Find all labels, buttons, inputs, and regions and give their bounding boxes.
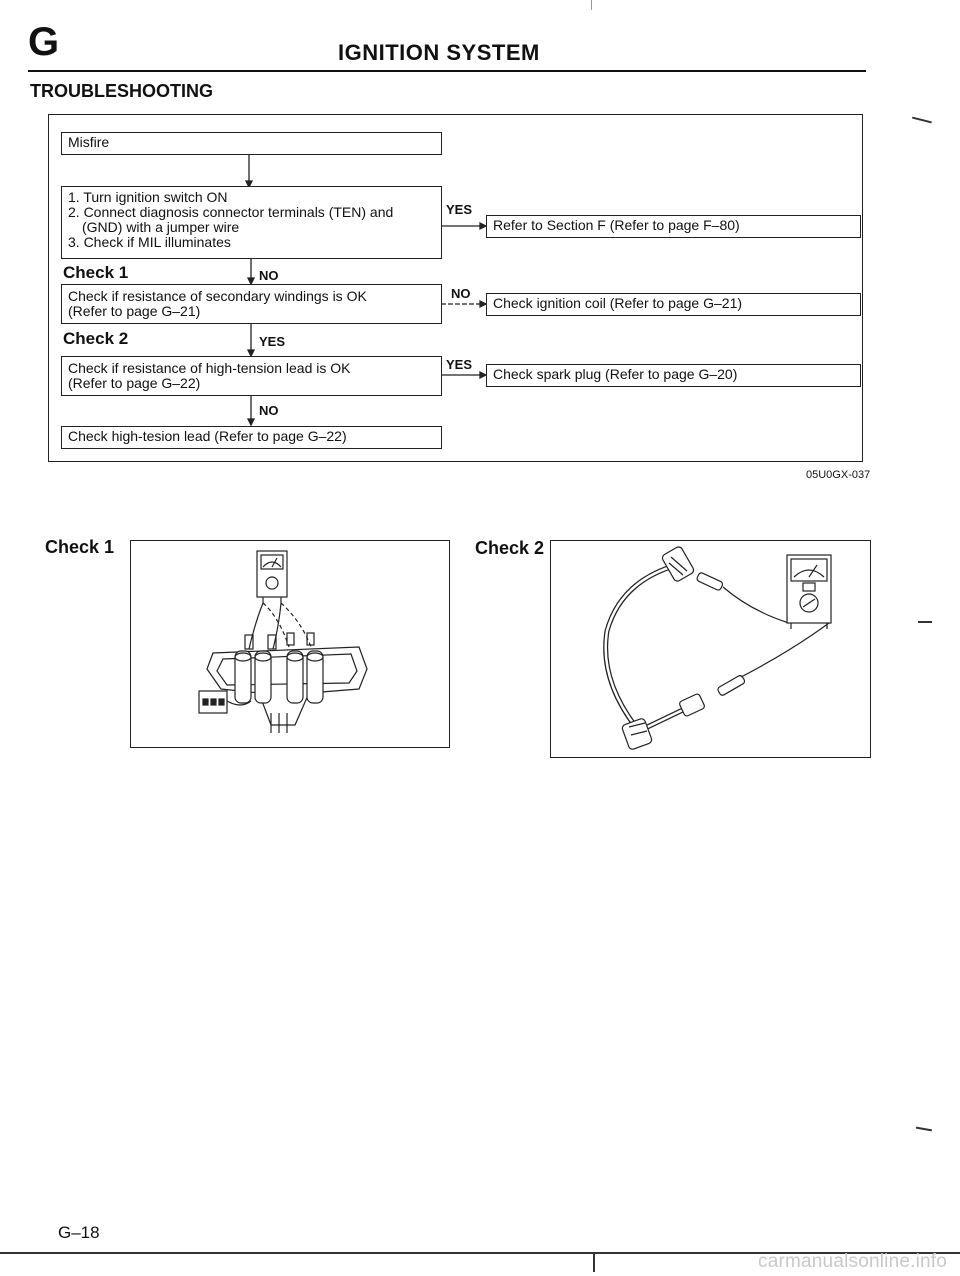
- high-tension-lead: [606, 565, 677, 731]
- step2-no-label: NO: [451, 286, 471, 301]
- step2-yes-label: YES: [259, 334, 286, 349]
- symptom-box: [61, 132, 442, 155]
- step1-yes-result-box: [486, 215, 861, 238]
- ohmmeter-icon: [787, 555, 831, 629]
- check1-flow-label: Check 1: [63, 263, 129, 282]
- section-title: TROUBLESHOOTING: [30, 81, 213, 101]
- high-tension-lead-ohmmeter-illustration: [551, 541, 870, 757]
- arrowhead: [248, 419, 254, 425]
- step3-box: [61, 356, 442, 396]
- step2-box: [61, 284, 442, 324]
- step3-yes-label: YES: [446, 357, 473, 372]
- step3-no-label: NO: [259, 403, 279, 418]
- figure-check1-label: Check 1: [45, 537, 115, 557]
- footer-tick: [593, 1252, 595, 1272]
- ignition-coil-ohmmeter-illustration: [131, 541, 449, 747]
- step3-line-2: (Refer to page G–22): [68, 375, 201, 391]
- step3-yes-result-box: [486, 364, 861, 387]
- step3-yes-result-text: Check spark plug (Refer to page G–20): [493, 366, 738, 382]
- step1-line-1: 1. Turn ignition switch ON: [68, 189, 228, 205]
- step1-no-label: NO: [259, 268, 279, 283]
- plug-boot-top-icon: [661, 546, 695, 583]
- margin-mark: [918, 621, 932, 623]
- watermark-text: carmanualsonline.info: [758, 1251, 948, 1272]
- step1-box: [61, 186, 442, 259]
- step1-line-4: 3. Check if MIL illuminates: [68, 234, 231, 250]
- page-number: G–18: [58, 1223, 100, 1242]
- ohmmeter-icon: [257, 551, 287, 603]
- figure-check2-label: Check 2: [475, 538, 545, 558]
- check2-flow-label: Check 2: [63, 329, 129, 348]
- figure-check1-frame: [130, 540, 450, 748]
- step1-yes-result-text: Refer to Section F (Refer to page F–80): [493, 217, 740, 233]
- symptom-text: Misfire: [68, 134, 110, 150]
- step1-line-2: 2. Connect diagnosis connector terminals (TEN) and: [68, 204, 394, 220]
- section-letter: G: [28, 20, 60, 64]
- step1-yes-label: YES: [446, 202, 473, 217]
- ignition-coil-icon: [207, 647, 367, 733]
- final-text: Check high-tesion lead (Refer to page G–22): [68, 428, 347, 444]
- final-box: [61, 426, 442, 449]
- diagram-code: 05U0GX-037: [806, 469, 871, 481]
- figure-check2-frame: [550, 540, 871, 758]
- step2-no-result-box: [486, 293, 861, 316]
- step2-no-result-text: Check ignition coil (Refer to page G–21): [493, 295, 743, 311]
- step3-line-1: Check if resistance of high-tension lead is OK: [68, 360, 351, 376]
- page-title: IGNITION SYSTEM: [338, 40, 540, 65]
- margin-mark: [916, 1127, 932, 1131]
- step2-line-1: Check if resistance of secondary windings is OK: [68, 288, 367, 304]
- step2-line-2: (Refer to page G–21): [68, 303, 201, 319]
- step1-line-3: (GND) with a jumper wire: [82, 219, 240, 235]
